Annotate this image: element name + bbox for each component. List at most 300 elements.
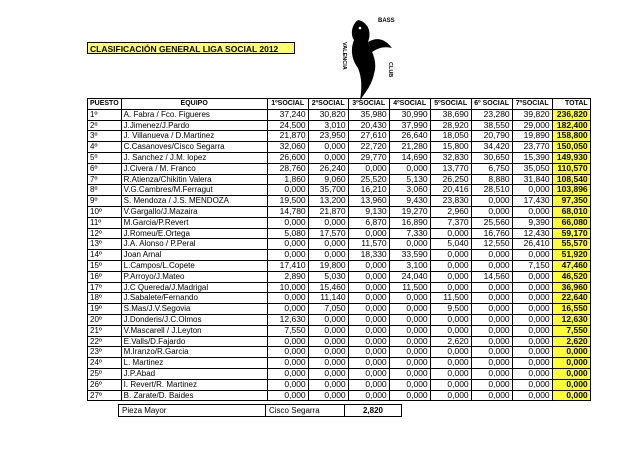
position-cell: 12º xyxy=(88,228,122,239)
score-cell: 0,000 xyxy=(430,379,471,390)
score-cell: 7,150 xyxy=(512,260,552,271)
score-cell: 38,550 xyxy=(471,120,512,131)
score-cell: 0,000 xyxy=(512,347,552,358)
fish-icon xyxy=(352,20,392,100)
score-cell: 0,000 xyxy=(389,163,430,174)
bass-club-logo xyxy=(338,12,402,104)
score-cell: 0,000 xyxy=(267,390,308,401)
score-cell: 0,000 xyxy=(471,260,512,271)
table-row xyxy=(88,271,591,282)
table-row xyxy=(88,131,591,142)
team-cell: L. Martinez xyxy=(121,358,267,369)
score-cell: 0,000 xyxy=(267,336,308,347)
score-cell: 11,570 xyxy=(348,239,389,250)
position-cell: 15º xyxy=(88,260,122,271)
score-cell: 0,000 xyxy=(430,228,471,239)
score-cell: 0,000 xyxy=(512,368,552,379)
score-cell: 30,990 xyxy=(389,109,430,120)
total-cell: 236,820 xyxy=(552,109,590,120)
score-cell: 0,000 xyxy=(389,314,430,325)
table-row xyxy=(88,368,591,379)
score-cell: 20,790 xyxy=(471,131,512,142)
score-cell: 16,760 xyxy=(471,228,512,239)
position-cell: 5º xyxy=(88,152,122,163)
score-cell: 26,240 xyxy=(308,163,348,174)
score-cell: 23,950 xyxy=(308,131,348,142)
table-row xyxy=(88,142,591,153)
score-cell: 0,000 xyxy=(471,304,512,315)
position-cell: 26º xyxy=(88,379,122,390)
score-cell: 0,000 xyxy=(430,368,471,379)
total-cell: 158,800 xyxy=(552,131,590,142)
score-cell: 0,000 xyxy=(348,379,389,390)
score-cell: 0,000 xyxy=(348,358,389,369)
total-cell: 16,550 xyxy=(552,304,590,315)
team-cell: J.A. Alonso / P.Peral xyxy=(121,239,267,250)
total-cell: 68,010 xyxy=(552,206,590,217)
column-header: 4ºSOCIAL xyxy=(389,99,430,110)
total-cell: 66,080 xyxy=(552,217,590,228)
score-cell: 19,500 xyxy=(267,196,308,207)
score-cell: 0,000 xyxy=(308,152,348,163)
total-cell: 0,000 xyxy=(552,390,590,401)
score-cell: 0,000 xyxy=(430,390,471,401)
score-cell: 0,000 xyxy=(267,239,308,250)
table-row xyxy=(88,304,591,315)
column-header: PUESTO xyxy=(88,99,122,110)
score-cell: 13,770 xyxy=(430,163,471,174)
score-cell: 21,870 xyxy=(308,206,348,217)
score-cell: 0,000 xyxy=(430,282,471,293)
column-header: TOTAL xyxy=(552,99,590,110)
team-cell: J.Romeu/E.Ortega xyxy=(121,228,267,239)
score-cell: 30,820 xyxy=(308,109,348,120)
score-cell: 28,920 xyxy=(430,120,471,131)
score-cell: 0,000 xyxy=(308,142,348,153)
score-cell: 0,000 xyxy=(389,325,430,336)
table-row xyxy=(88,390,591,401)
score-cell: 0,000 xyxy=(267,358,308,369)
score-cell: 16,890 xyxy=(389,217,430,228)
score-cell: 12,430 xyxy=(512,228,552,239)
team-cell: J.Civera / M. Franco xyxy=(121,163,267,174)
score-cell: 0,000 xyxy=(348,368,389,379)
team-cell: V.G.Cambres/M.Ferragut xyxy=(121,185,267,196)
score-cell: 0,000 xyxy=(389,336,430,347)
score-cell: 0,000 xyxy=(512,250,552,261)
position-cell: 24º xyxy=(88,358,122,369)
position-cell: 25º xyxy=(88,368,122,379)
score-cell: 0,000 xyxy=(512,379,552,390)
score-cell: 35,050 xyxy=(512,163,552,174)
score-cell: 0,000 xyxy=(308,250,348,261)
position-cell: 6º xyxy=(88,163,122,174)
biggest-catch-label: Pieza Mayor xyxy=(119,405,266,417)
position-cell: 1º xyxy=(88,109,122,120)
score-cell: 38,690 xyxy=(430,109,471,120)
score-cell: 0,000 xyxy=(471,206,512,217)
score-cell: 0,000 xyxy=(308,390,348,401)
score-cell: 0,000 xyxy=(348,260,389,271)
score-cell: 0,000 xyxy=(512,358,552,369)
score-cell: 0,000 xyxy=(389,239,430,250)
score-cell: 8,880 xyxy=(471,174,512,185)
score-cell: 0,000 xyxy=(512,282,552,293)
position-cell: 11º xyxy=(88,217,122,228)
score-cell: 0,000 xyxy=(267,304,308,315)
biggest-catch-weight: 2,820 xyxy=(345,405,402,417)
score-cell: 11,140 xyxy=(308,293,348,304)
score-cell: 16,210 xyxy=(348,185,389,196)
total-cell: 7,550 xyxy=(552,325,590,336)
total-cell: 108,540 xyxy=(552,174,590,185)
score-cell: 0,000 xyxy=(308,314,348,325)
score-cell: 0,000 xyxy=(348,336,389,347)
score-cell: 0,000 xyxy=(512,325,552,336)
score-cell: 0,000 xyxy=(430,314,471,325)
score-cell: 0,000 xyxy=(471,379,512,390)
team-cell: R.Atienza/Chikitin Valera xyxy=(121,174,267,185)
score-cell: 0,000 xyxy=(430,271,471,282)
total-cell: 0,000 xyxy=(552,358,590,369)
score-cell: 14,780 xyxy=(267,206,308,217)
score-cell: 26,410 xyxy=(512,239,552,250)
score-cell: 17,430 xyxy=(512,196,552,207)
position-cell: 3º xyxy=(88,131,122,142)
score-cell: 0,000 xyxy=(389,293,430,304)
score-cell: 0,000 xyxy=(267,368,308,379)
score-cell: 28,510 xyxy=(471,185,512,196)
score-cell: 12,550 xyxy=(471,239,512,250)
score-cell: 0,000 xyxy=(348,293,389,304)
score-cell: 33,590 xyxy=(389,250,430,261)
score-cell: 0,000 xyxy=(267,217,308,228)
score-cell: 0,000 xyxy=(512,293,552,304)
position-cell: 16º xyxy=(88,271,122,282)
biggest-catch-angler: Cisco Segarra xyxy=(266,405,345,417)
score-cell: 0,000 xyxy=(512,271,552,282)
score-cell: 0,000 xyxy=(430,250,471,261)
score-cell: 0,000 xyxy=(389,390,430,401)
total-cell: 149,930 xyxy=(552,152,590,163)
table-row xyxy=(88,174,591,185)
score-cell: 0,000 xyxy=(471,347,512,358)
score-cell: 0,000 xyxy=(348,347,389,358)
score-cell: 23,280 xyxy=(471,109,512,120)
position-cell: 7º xyxy=(88,174,122,185)
team-cell: S. Mendoza / J.S. MENDOZA xyxy=(121,196,267,207)
score-cell: 9,390 xyxy=(512,217,552,228)
score-cell: 15,390 xyxy=(512,152,552,163)
score-cell: 25,520 xyxy=(348,174,389,185)
score-cell: 10,000 xyxy=(267,282,308,293)
score-cell: 28,760 xyxy=(267,163,308,174)
score-cell: 32,830 xyxy=(430,152,471,163)
column-header: 7ºSOCIAL xyxy=(512,99,552,110)
score-cell: 0,000 xyxy=(348,228,389,239)
score-cell: 5,080 xyxy=(267,228,308,239)
score-cell: 0,000 xyxy=(348,282,389,293)
score-cell: 0,000 xyxy=(308,368,348,379)
score-cell: 22,720 xyxy=(348,142,389,153)
team-cell: S.Mas/J.V.Segovia xyxy=(121,304,267,315)
score-cell: 0,000 xyxy=(389,347,430,358)
total-cell: 97,350 xyxy=(552,196,590,207)
score-cell: 0,000 xyxy=(430,358,471,369)
score-cell: 0,000 xyxy=(471,250,512,261)
total-cell: 36,960 xyxy=(552,282,590,293)
score-cell: 37,240 xyxy=(267,109,308,120)
score-cell: 7,370 xyxy=(430,217,471,228)
team-cell: P.Arroyo/J.Mateo xyxy=(121,271,267,282)
score-cell: 30,650 xyxy=(471,152,512,163)
position-cell: 8º xyxy=(88,185,122,196)
score-cell: 6,870 xyxy=(348,217,389,228)
position-cell: 13º xyxy=(88,239,122,250)
table-row xyxy=(88,347,591,358)
total-cell: 0,000 xyxy=(552,368,590,379)
team-cell: J.Jimenez/J.Pardo xyxy=(121,120,267,131)
score-cell: 7,550 xyxy=(267,325,308,336)
column-header: 2ºSOCIAL xyxy=(308,99,348,110)
column-header: EQUIPO xyxy=(121,99,267,110)
score-cell: 0,000 xyxy=(348,390,389,401)
table-row xyxy=(88,282,591,293)
position-cell: 18º xyxy=(88,293,122,304)
team-cell: J.C Quereda/J.Madrigal xyxy=(121,282,267,293)
score-cell: 17,570 xyxy=(308,228,348,239)
score-cell: 29,000 xyxy=(512,120,552,131)
score-cell: 0,000 xyxy=(267,185,308,196)
table-row xyxy=(88,239,591,250)
score-cell: 0,000 xyxy=(471,293,512,304)
total-cell: 59,170 xyxy=(552,228,590,239)
score-cell: 14,560 xyxy=(471,271,512,282)
score-cell: 9,130 xyxy=(348,206,389,217)
score-cell: 17,410 xyxy=(267,260,308,271)
score-cell: 35,980 xyxy=(348,109,389,120)
score-cell: 15,800 xyxy=(430,142,471,153)
score-cell: 39,820 xyxy=(512,109,552,120)
team-cell: V.Gargallo/J.Mazaira xyxy=(121,206,267,217)
score-cell: 21,870 xyxy=(267,131,308,142)
header-row xyxy=(88,99,591,110)
column-header: 3ºSOCIAL xyxy=(348,99,389,110)
table-row xyxy=(88,206,591,217)
score-cell: 5,030 xyxy=(308,271,348,282)
table-row xyxy=(88,185,591,196)
score-cell: 0,000 xyxy=(348,314,389,325)
total-cell: 0,000 xyxy=(552,347,590,358)
score-cell: 0,000 xyxy=(471,314,512,325)
position-cell: 14º xyxy=(88,250,122,261)
score-cell: 12,630 xyxy=(267,314,308,325)
score-cell: 26,640 xyxy=(389,131,430,142)
table-row xyxy=(88,120,591,131)
table-row xyxy=(88,250,591,261)
score-cell: 0,000 xyxy=(308,325,348,336)
score-cell: 6,750 xyxy=(471,163,512,174)
team-cell: M.Garcia/P.Revert xyxy=(121,217,267,228)
score-cell: 29,770 xyxy=(348,152,389,163)
logo-top-text: BASS xyxy=(378,18,395,24)
score-cell: 3,100 xyxy=(389,260,430,271)
score-cell: 0,000 xyxy=(430,325,471,336)
score-cell: 0,000 xyxy=(267,293,308,304)
score-cell: 13,960 xyxy=(348,196,389,207)
score-cell: 7,050 xyxy=(308,304,348,315)
score-cell: 0,000 xyxy=(512,314,552,325)
score-cell: 0,000 xyxy=(471,390,512,401)
score-cell: 13,200 xyxy=(308,196,348,207)
score-cell: 2,960 xyxy=(430,206,471,217)
score-cell: 0,000 xyxy=(471,282,512,293)
score-cell: 20,416 xyxy=(430,185,471,196)
score-cell: 19,800 xyxy=(308,260,348,271)
position-cell: 23º xyxy=(88,347,122,358)
team-cell: M.Iranzo/R.Garcia xyxy=(121,347,267,358)
position-cell: 22º xyxy=(88,336,122,347)
score-cell: 31,840 xyxy=(512,174,552,185)
total-cell: 110,570 xyxy=(552,163,590,174)
score-cell: 24,040 xyxy=(389,271,430,282)
biggest-catch-table xyxy=(118,404,402,417)
score-cell: 0,000 xyxy=(348,271,389,282)
team-cell: B. Zarate/D. Baides xyxy=(121,390,267,401)
page-title: CLASIFICACIÓN GENERAL LIGA SOCIAL 2012 xyxy=(87,42,295,54)
score-cell: 32,060 xyxy=(267,142,308,153)
total-cell: 12,630 xyxy=(552,314,590,325)
score-cell: 24,500 xyxy=(267,120,308,131)
score-cell: 5,040 xyxy=(430,239,471,250)
team-cell: Joan Arnal xyxy=(121,250,267,261)
position-cell: 19º xyxy=(88,304,122,315)
score-cell: 35,700 xyxy=(308,185,348,196)
score-cell: 7,330 xyxy=(389,228,430,239)
total-cell: 182,400 xyxy=(552,120,590,131)
score-cell: 20,430 xyxy=(348,120,389,131)
score-cell: 18,050 xyxy=(430,131,471,142)
position-cell: 27º xyxy=(88,390,122,401)
score-cell: 0,000 xyxy=(389,379,430,390)
score-cell: 0,000 xyxy=(471,368,512,379)
position-cell: 21º xyxy=(88,325,122,336)
position-cell: 4º xyxy=(88,142,122,153)
score-cell: 0,000 xyxy=(348,304,389,315)
score-cell: 0,000 xyxy=(267,379,308,390)
column-header: 1ºSOCIAL xyxy=(267,99,308,110)
score-cell: 9,500 xyxy=(430,304,471,315)
team-cell: C.Casanoves/Cisco Segarra xyxy=(121,142,267,153)
score-cell: 1,860 xyxy=(267,174,308,185)
team-cell: J.P.Abad xyxy=(121,368,267,379)
column-header: 6º SOCIAL xyxy=(471,99,512,110)
team-cell: J. Villanueva / D.Martinez xyxy=(121,131,267,142)
score-cell: 19,890 xyxy=(512,131,552,142)
score-cell: 0,000 xyxy=(267,250,308,261)
score-cell: 25,560 xyxy=(471,217,512,228)
score-cell: 11,500 xyxy=(389,282,430,293)
score-cell: 27,610 xyxy=(348,131,389,142)
score-cell: 19,270 xyxy=(389,206,430,217)
score-cell: 0,000 xyxy=(308,217,348,228)
score-cell: 3,010 xyxy=(308,120,348,131)
team-cell: E.Valls/D.Fajardo xyxy=(121,336,267,347)
score-cell: 0,000 xyxy=(389,304,430,315)
score-cell: 0,000 xyxy=(267,347,308,358)
total-cell: 150,050 xyxy=(552,142,590,153)
table-row xyxy=(88,217,591,228)
score-cell: 26,250 xyxy=(430,174,471,185)
score-cell: 0,000 xyxy=(512,206,552,217)
score-cell: 9,430 xyxy=(389,196,430,207)
score-cell: 0,000 xyxy=(308,336,348,347)
score-cell: 23,770 xyxy=(512,142,552,153)
score-cell: 0,000 xyxy=(389,358,430,369)
score-cell: 0,000 xyxy=(512,304,552,315)
score-cell: 3,060 xyxy=(389,185,430,196)
score-cell: 14,690 xyxy=(389,152,430,163)
total-cell: 2,620 xyxy=(552,336,590,347)
table-row xyxy=(88,314,591,325)
score-cell: 5,130 xyxy=(389,174,430,185)
score-cell: 0,000 xyxy=(471,325,512,336)
logo-bottom-text: CLUB xyxy=(387,62,393,78)
team-cell: I. Revert/R. Martinez xyxy=(121,379,267,390)
position-cell: 17º xyxy=(88,282,122,293)
score-cell: 9,060 xyxy=(308,174,348,185)
table-row xyxy=(88,336,591,347)
score-cell: 0,000 xyxy=(512,390,552,401)
score-cell: 0,000 xyxy=(308,379,348,390)
team-cell: L.Campos/L.Copete xyxy=(121,260,267,271)
score-cell: 26,600 xyxy=(267,152,308,163)
table-row xyxy=(88,196,591,207)
score-cell: 15,460 xyxy=(308,282,348,293)
table-row xyxy=(88,260,591,271)
total-cell: 47,460 xyxy=(552,260,590,271)
score-cell: 0,000 xyxy=(471,196,512,207)
team-cell: V.Mascarell / J.Leyton xyxy=(121,325,267,336)
table-row xyxy=(88,325,591,336)
total-cell: 0,000 xyxy=(552,379,590,390)
table-row xyxy=(88,109,591,120)
team-cell: J.Donderis/J.C.Olmos xyxy=(121,314,267,325)
standings-table xyxy=(87,98,591,401)
score-cell: 34,420 xyxy=(471,142,512,153)
score-cell: 0,000 xyxy=(512,336,552,347)
score-cell: 0,000 xyxy=(430,347,471,358)
total-cell: 55,570 xyxy=(552,239,590,250)
score-cell: 2,620 xyxy=(430,336,471,347)
table-row xyxy=(88,228,591,239)
total-cell: 46,520 xyxy=(552,271,590,282)
score-cell: 0,000 xyxy=(471,336,512,347)
score-cell: 18,330 xyxy=(348,250,389,261)
score-cell: 0,000 xyxy=(308,358,348,369)
total-cell: 22,640 xyxy=(552,293,590,304)
table-row xyxy=(88,163,591,174)
table-row xyxy=(88,152,591,163)
score-cell: 0,000 xyxy=(348,163,389,174)
score-cell: 0,000 xyxy=(308,347,348,358)
score-cell: 2,890 xyxy=(267,271,308,282)
column-header: 5ºSOCIAL xyxy=(430,99,471,110)
score-cell: 0,000 xyxy=(471,358,512,369)
table-row xyxy=(88,358,591,369)
total-cell: 103,896 xyxy=(552,185,590,196)
table-row xyxy=(88,293,591,304)
